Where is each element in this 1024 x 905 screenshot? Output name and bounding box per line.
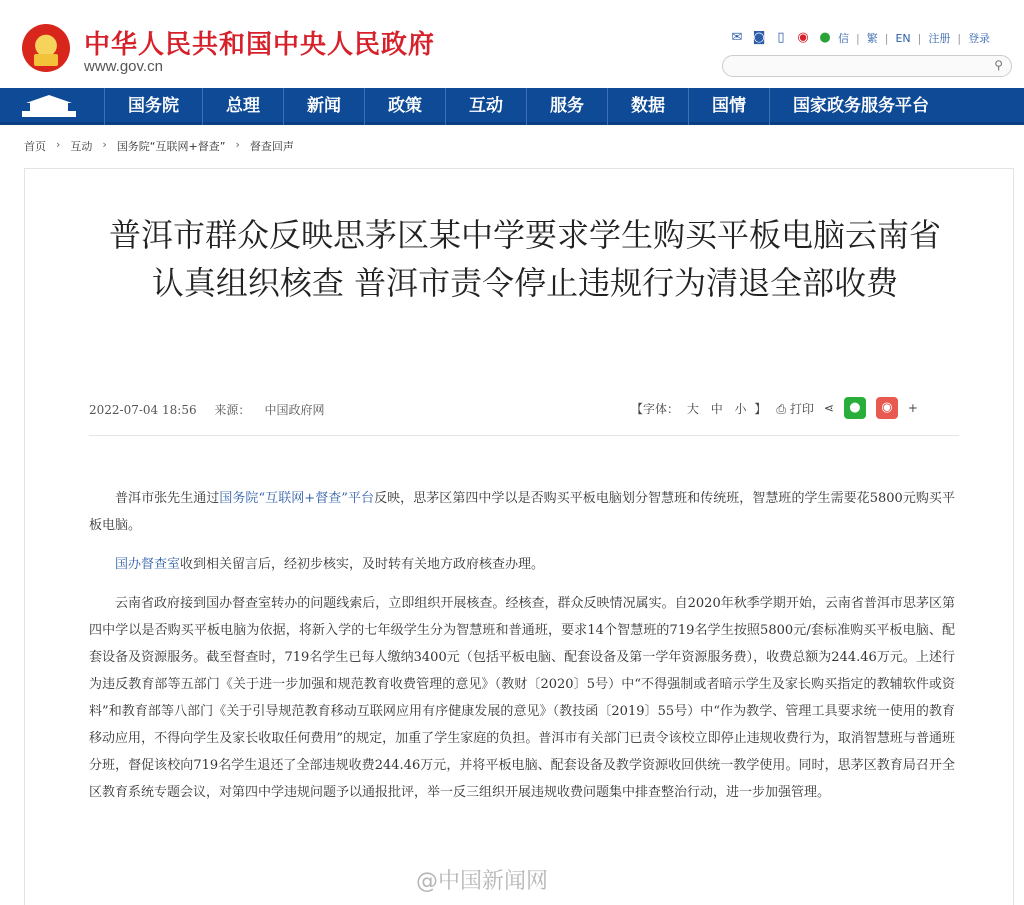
paragraph-text: 云南省政府接到国办督查室转办的问题线索后，立即组织开展核查。经核查，群众反映情况属实。自2020年秋季学期开始，云南省普洱市思茅区第四中学以是否购买平板电脑为依据，将新入学的七年级学生分为智慧班和普通班，要求14个智慧班的719名学生按照5800元/套标准购买平板电脑、配套设备及资源服务。截至督查时，719名学生已每人缴纳3400元（包括平板电脑、配套设备及第一学年资源服务费），收费总额为244.46万元。上述行为违反教育部等五部门《关于进一步加强和规范教育收费管理的意见》（教财〔2020〕5号）中“不得强制或者暗示学生及家长购买指定的教辅软件或资料”和教育部等八部门《关于引导规范教育移动互联网应用有序健康发展的意见》（教技函〔2019〕55号）中“作为教学、管理工具要求统一使用的教育移动应用，不得向学生及家长收取任何费用”的规定，加重了学生家庭的负担。普洱市有关部门已责令该校立即停止违规收费行为，取消智慧班与普通班分班，督促该校向719名学生退还了全部违规收费244.46万元，并将平板电脑、配套设备及教学资源收回供统一教学使用。同时，思茅区教育局召开全区教育系统专题会议，对第四中学违规问题予以通报批评，举一反三组织开展违规收费问题集中排查整治行动，进一步加强 bbox=[89, 596, 955, 800]
site-url[interactable]: www.gov.cn bbox=[84, 58, 163, 75]
more-share-icon[interactable]: + bbox=[907, 401, 918, 415]
wechat-icon[interactable]: ● bbox=[819, 30, 831, 45]
breadcrumb-separator: › bbox=[56, 138, 61, 151]
search-icon[interactable]: ⚲ bbox=[994, 58, 1003, 72]
article-source: 中国政府网 bbox=[264, 403, 325, 417]
watermark: @中国新闻网 bbox=[416, 869, 549, 894]
article-tools bbox=[631, 397, 918, 419]
paragraph-text: 反映，思茅区第四中学以是否购买平板电脑划分智慧班和传统班，智慧班的学生需要花5800元购买平板电脑。 bbox=[89, 491, 955, 533]
link-xin[interactable]: 信 bbox=[838, 32, 849, 45]
mail-icon[interactable]: ✉ bbox=[731, 30, 743, 45]
paragraph-text: 收到相关留言后，经初步核实，及时转有关地方政府核查办理。 bbox=[180, 557, 545, 572]
mobile-icon[interactable]: ▯ bbox=[777, 30, 785, 45]
breadcrumb-current[interactable]: 督查回声 bbox=[249, 140, 294, 153]
breadcrumb-interaction[interactable]: 互动 bbox=[70, 140, 93, 153]
article-date: 2022-07-04 18:56 bbox=[89, 403, 197, 417]
paragraph-text: 普洱市张先生通过 bbox=[115, 491, 220, 506]
link-traditional[interactable]: 繁 bbox=[866, 32, 878, 45]
font-size-close: 】 bbox=[754, 401, 767, 416]
national-emblem-icon[interactable] bbox=[22, 24, 70, 72]
supervision-office-link[interactable]: 国办督查室 bbox=[115, 557, 181, 572]
separator: | bbox=[884, 31, 889, 45]
platform-link[interactable]: 国务院“互联网+督查”平台 bbox=[219, 491, 375, 506]
paragraph-text: 管理。 bbox=[791, 785, 831, 800]
printer-icon: ⎙ bbox=[776, 401, 786, 416]
message-icon[interactable]: ◙ bbox=[752, 30, 766, 45]
weibo-icon[interactable]: ◉ bbox=[797, 30, 809, 45]
article-body bbox=[89, 485, 955, 818]
site-name[interactable]: 中华人民共和国中央人民政府 bbox=[84, 30, 436, 60]
link-login[interactable]: 登录 bbox=[968, 32, 991, 45]
breadcrumb bbox=[24, 138, 294, 154]
source-label: 来源： bbox=[214, 403, 251, 417]
separator: | bbox=[856, 31, 860, 45]
nav-item-state-council[interactable]: 国务院 bbox=[104, 88, 202, 125]
divider bbox=[89, 435, 959, 436]
paragraph bbox=[89, 485, 955, 539]
nav-item-gov-service-platform[interactable]: 国家政务服务平台 bbox=[769, 88, 952, 125]
article-title: 普洱市群众反映思茅区某中学要求学生购买平板电脑云南省认真组织核查 普洱市责令停止违规行为清退全部收费 bbox=[108, 216, 941, 302]
article-frame bbox=[24, 168, 1014, 905]
breadcrumb-separator: › bbox=[102, 138, 107, 151]
font-size-large[interactable]: 大 bbox=[686, 401, 699, 416]
separator: | bbox=[957, 31, 962, 45]
paragraph bbox=[89, 551, 955, 578]
article-meta bbox=[89, 401, 338, 418]
nav-item-data[interactable]: 数据 bbox=[607, 88, 688, 125]
main-nav bbox=[0, 88, 1024, 125]
weibo-share-icon[interactable]: ◉ bbox=[876, 397, 898, 419]
breadcrumb-separator: › bbox=[235, 138, 240, 151]
separator: | bbox=[917, 31, 922, 45]
nav-item-news[interactable]: 新闻 bbox=[283, 88, 364, 125]
site-header bbox=[0, 0, 1024, 88]
font-size-medium[interactable]: 中 bbox=[710, 401, 723, 416]
link-english[interactable]: EN bbox=[895, 31, 911, 45]
tiananmen-logo-icon[interactable] bbox=[18, 93, 80, 119]
nav-item-interaction[interactable]: 互动 bbox=[445, 88, 526, 125]
search-input[interactable] bbox=[722, 55, 1012, 77]
wechat-share-icon[interactable]: ● bbox=[844, 397, 866, 419]
nav-item-service[interactable]: 服务 bbox=[526, 88, 607, 125]
nav-item-premier[interactable]: 总理 bbox=[202, 88, 283, 125]
font-size-small[interactable]: 小 bbox=[734, 401, 747, 416]
breadcrumb-home[interactable]: 首页 bbox=[24, 140, 46, 153]
nav-item-national-info[interactable]: 国情 bbox=[688, 88, 769, 125]
font-size-control bbox=[631, 400, 766, 417]
link-register[interactable]: 注册 bbox=[928, 32, 951, 45]
paragraph bbox=[89, 590, 955, 806]
breadcrumb-internet-plus[interactable]: 国务院“互联网+督查” bbox=[116, 140, 226, 153]
print-button[interactable] bbox=[776, 400, 813, 417]
print-label: 打印 bbox=[789, 401, 814, 416]
font-size-label: 【字体： bbox=[631, 401, 680, 416]
header-tools bbox=[728, 30, 990, 46]
share-icon[interactable]: ⋖ bbox=[823, 401, 834, 415]
nav-item-policy[interactable]: 政策 bbox=[364, 88, 445, 125]
